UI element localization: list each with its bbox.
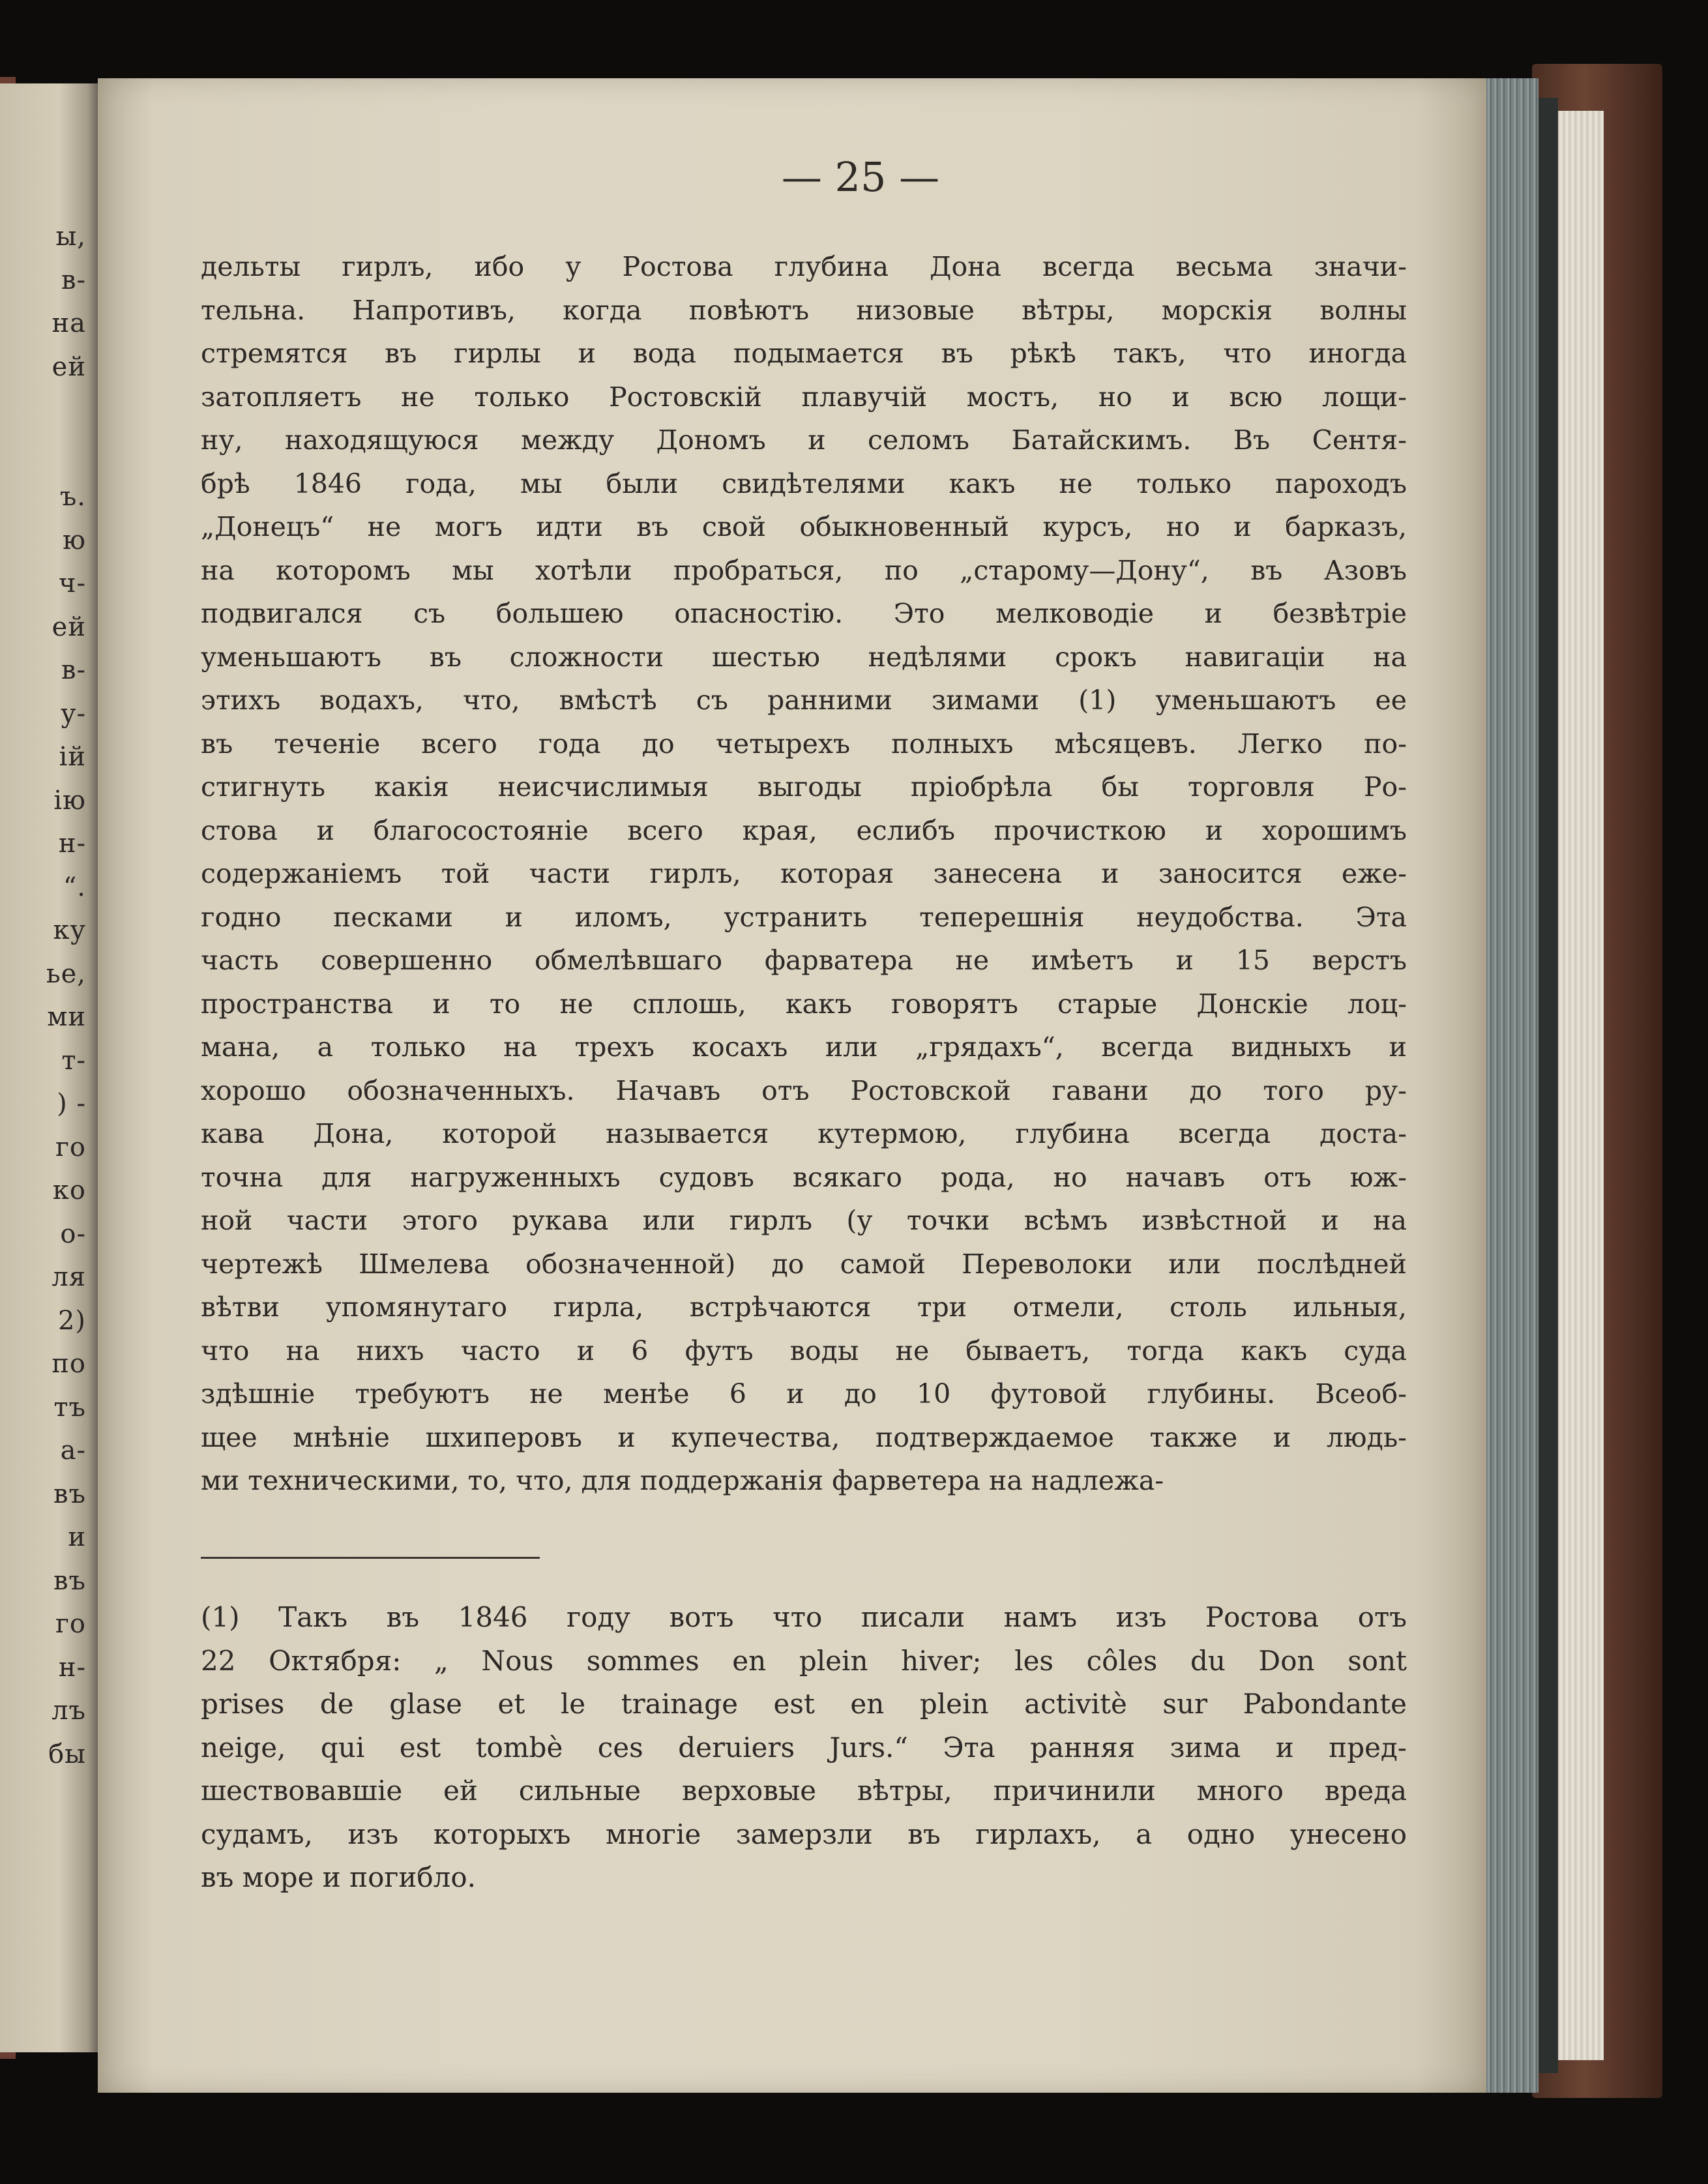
text-line: пространства и то не сплошь, какъ говорятъ старые Донскіе лоц-	[201, 988, 1407, 1020]
facing-page-line	[0, 432, 86, 476]
text-line: ной части этого рукава или гирлъ (у точки всѣмъ извѣстной и на	[201, 1205, 1407, 1236]
text-line: дельты гирлъ, ибо у Ростова глубина Дона всегда весьма значи-	[201, 251, 1407, 282]
body-text	[201, 245, 1407, 1503]
text-line: здѣшніе требуютъ не менѣе 6 и до 10 футовой глубины. Всеоб-	[201, 1378, 1407, 1409]
facing-page-line: бы	[48, 1739, 86, 1769]
text-line: содержаніемъ той части гирлъ, которая занесена и заносится еже-	[201, 858, 1407, 889]
text-line: кава Дона, которой называется кутермою, глубина всегда доста-	[201, 1118, 1407, 1149]
facing-page-line: ію	[53, 785, 86, 816]
text-line: ну, находящуюся между Дономъ и селомъ Батайскимъ. Въ Сентя-	[201, 424, 1407, 456]
facing-page-line: а-	[60, 1436, 86, 1466]
text-line: точна для нагруженныхъ судовъ всякаго рода, но начавъ отъ юж-	[201, 1161, 1407, 1193]
facing-page-line: ля	[52, 1262, 86, 1292]
facing-page-line: ъ.	[59, 482, 86, 512]
footnote-line: судамъ, изъ которыхъ многіе замерзли въ гирлахъ, а одно унесено	[201, 1818, 1407, 1850]
facing-page-line: “.	[63, 872, 86, 902]
text-line: этихъ водахъ, что, вмѣстѣ съ ранними зимами (1) уменьшаютъ ее	[201, 685, 1407, 716]
facing-page-line: го	[55, 1609, 86, 1639]
facing-page-line: и	[68, 1522, 86, 1552]
facing-page-line: у-	[60, 698, 86, 729]
facing-page-line: ье,	[46, 958, 86, 989]
footnote-rule	[201, 1557, 540, 1559]
page-number: — 25 —	[781, 153, 940, 201]
text-line: на которомъ мы хотѣли пробраться, по „старому—Дону“, въ Азовъ	[201, 554, 1407, 586]
text-line: чертежѣ Шмелева обозначенной) до самой Переволоки или послѣдней	[201, 1248, 1407, 1280]
text-line: хорошо обозначенныхъ. Начавъ отъ Ростовской гавани до того ру-	[201, 1074, 1407, 1106]
facing-page-line: го	[55, 1132, 86, 1162]
footnote-line: 22 Октября: „ Nous sommes en plein hiver; les côles du Don sont	[201, 1644, 1407, 1677]
facing-page-line: въ	[53, 1479, 86, 1509]
footnote-line: (1) Такъ въ 1846 году вотъ что писали намъ изъ Ростова отъ	[201, 1601, 1407, 1633]
page-edges	[1486, 78, 1539, 2093]
facing-page-line: т-	[61, 1045, 86, 1076]
page-edges-shadow	[1539, 98, 1558, 2073]
facing-page-line: ) -	[57, 1089, 86, 1119]
facing-page-line: ей	[52, 612, 86, 642]
facing-page-line: ій	[59, 742, 86, 772]
facing-page-line: ми	[47, 1002, 86, 1032]
text-line: тельна. Напротивъ, когда повѣютъ низовые вѣтры, морскія волны	[201, 294, 1407, 326]
text-line: щее мнѣніе шхиперовъ и купечества, подтверждаемое также и людь-	[201, 1421, 1407, 1453]
facing-page-line: ч-	[59, 568, 86, 598]
facing-page-line: н-	[58, 1652, 86, 1683]
facing-page-line: лъ	[52, 1696, 86, 1726]
footnote	[201, 1596, 1407, 1900]
facing-page-line: 2)	[57, 1305, 86, 1336]
text-line: часть совершенно обмелѣвшаго фарватера не имѣетъ и 15 верстъ	[201, 945, 1407, 976]
facing-page-line: на	[52, 308, 86, 338]
text-line: подвигался съ большею опасностію. Это мелководіе и безвѣтріе	[201, 598, 1407, 629]
text-line: что на нихъ часто и 6 футъ воды не бываетъ, тогда какъ суда	[201, 1335, 1407, 1366]
footnote-line: шествовавшіе ей сильные верховые вѣтры, причинили много вреда	[201, 1775, 1407, 1807]
text-line: затопляетъ не только Ростовскій плавучій мостъ, но и всю лощи-	[201, 381, 1407, 413]
facing-page-line: ы,	[55, 222, 86, 252]
facing-page-line: н-	[58, 829, 86, 859]
text-line: стремятся въ гирлы и вода подымается въ рѣкѣ такъ, что иногда	[201, 338, 1407, 369]
facing-page-text	[0, 215, 91, 1776]
page-edges-light	[1558, 111, 1604, 2060]
text-line: годно песками и иломъ, устранить теперешнія неудобства. Эта	[201, 901, 1407, 933]
text-line: уменьшаютъ въ сложности шестью недѣлями срокъ навигаціи на	[201, 641, 1407, 673]
footnote-line: въ море и погибло.	[201, 1861, 476, 1893]
facing-page-line: в-	[61, 265, 86, 295]
text-line: вѣтви упомянутаго гирла, встрѣчаются три отмели, столь ильныя,	[201, 1291, 1407, 1323]
text-line: въ теченіе всего года до четырехъ полныхъ мѣсяцевъ. Легко по-	[201, 728, 1407, 760]
facing-page-line: в-	[61, 655, 86, 685]
text-line: стигнуть какія неисчислимыя выгоды пріобрѣла бы торговля Ро-	[201, 771, 1407, 803]
facing-page-line: ю	[63, 525, 86, 555]
facing-page-line: ей	[52, 351, 86, 382]
footnote-line: prises de glase et le trainage est en plein activitè sur Pabondante	[201, 1688, 1407, 1720]
text-line: ми техническими, то, что, для поддержанія фарветера на надлежа-	[201, 1465, 1164, 1496]
facing-page-line: ку	[53, 915, 86, 945]
facing-page-line: ко	[52, 1175, 86, 1205]
facing-page-line: о-	[60, 1218, 86, 1249]
facing-page-line	[0, 389, 86, 432]
footnote-line: neige, qui est tombè ces deruiers Jurs.“ Эта ранняя зима и пред-	[201, 1731, 1407, 1763]
facing-page-line: тъ	[53, 1392, 86, 1423]
text-line: мана, а только на трехъ косахъ или „грядахъ“, всегда видныхъ и	[201, 1031, 1407, 1063]
facing-page-line: въ	[53, 1565, 86, 1596]
facing-page-line: по	[52, 1349, 86, 1379]
text-line: „Донецъ“ не могъ идти въ свой обыкновенный курсъ, но и барказъ,	[201, 511, 1407, 542]
text-line: стова и благосостояніе всего края, еслибъ прочисткою и хорошимъ	[201, 814, 1407, 846]
text-line: брѣ 1846 года, мы были свидѣтелями какъ не только пароходъ	[201, 467, 1407, 499]
